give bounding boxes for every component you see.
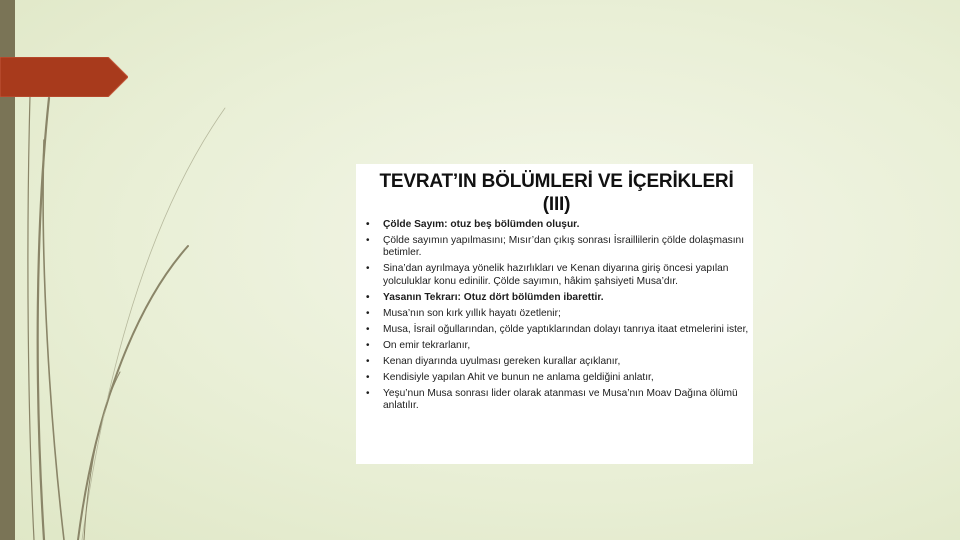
list-item-text: On emir tekrarlanır, — [383, 339, 471, 351]
list-item-text: Sina’dan ayrılmaya yönelik hazırlıkları ve Kenan diyarına giriş öncesi yapılan yolculuklar konu edinilir. Çölde sayımın, hâkim şahsiyeti Musa’dır. — [383, 263, 729, 287]
list-item-text: Musa’nın son kırk yıllık hayatı özetlenir; — [383, 307, 561, 319]
list-item — [364, 308, 749, 320]
slide-title — [364, 170, 749, 216]
list-item-text: Musa, İsrail oğullarından, çölde yaptıklarından dolayı tanrıya itaat etmelerini ister, — [383, 323, 749, 335]
list-item-text: Kenan diyarında uyulması gereken kurallar açıklanır, — [383, 355, 621, 367]
bullet-icon: • — [366, 339, 370, 351]
list-item — [364, 340, 749, 352]
title-line-2: (III) — [542, 194, 571, 215]
list-item-text: Kendisiyle yapılan Ahit ve bunun ne anlama geldiğini anlatır, — [383, 371, 654, 383]
bullet-icon: • — [366, 235, 370, 246]
list-item — [364, 235, 749, 260]
bullet-icon: • — [366, 219, 370, 230]
list-item — [364, 356, 749, 368]
bullet-icon: • — [366, 323, 370, 335]
bullet-icon: • — [366, 291, 370, 303]
red-tab-marker — [0, 57, 128, 97]
bullet-list — [364, 219, 749, 413]
list-item — [364, 388, 749, 413]
list-item — [364, 219, 749, 231]
bullet-icon: • — [366, 355, 370, 367]
bullet-icon: • — [366, 263, 370, 275]
list-item-text: Yeşu’nun Musa sonrası lider olarak atanması ve Musa’nın Moav Dağına ölümü anlatılır. — [383, 387, 738, 412]
slide-content-image — [356, 164, 753, 464]
list-item — [364, 263, 749, 288]
title-line-1: TEVRAT’IN BÖLÜMLERİ VE İÇERİKLERİ — [379, 171, 734, 192]
bullet-icon: • — [366, 307, 370, 319]
bullet-icon: • — [366, 371, 370, 383]
list-item-text: Yasanın Tekrarı: Otuz dört bölümden ibarettir. — [383, 291, 604, 303]
bullet-icon: • — [366, 387, 370, 399]
list-item — [364, 372, 749, 384]
list-item — [364, 292, 749, 304]
list-item — [364, 324, 749, 336]
list-item-text: Çölde sayımın yapılmasını; Mısır’dan çıkış sonrası İsraillilerin çölde dolaşmasını betimler. — [383, 235, 745, 259]
list-item-text: Çölde Sayım: otuz beş bölümden oluşur. — [383, 219, 580, 230]
